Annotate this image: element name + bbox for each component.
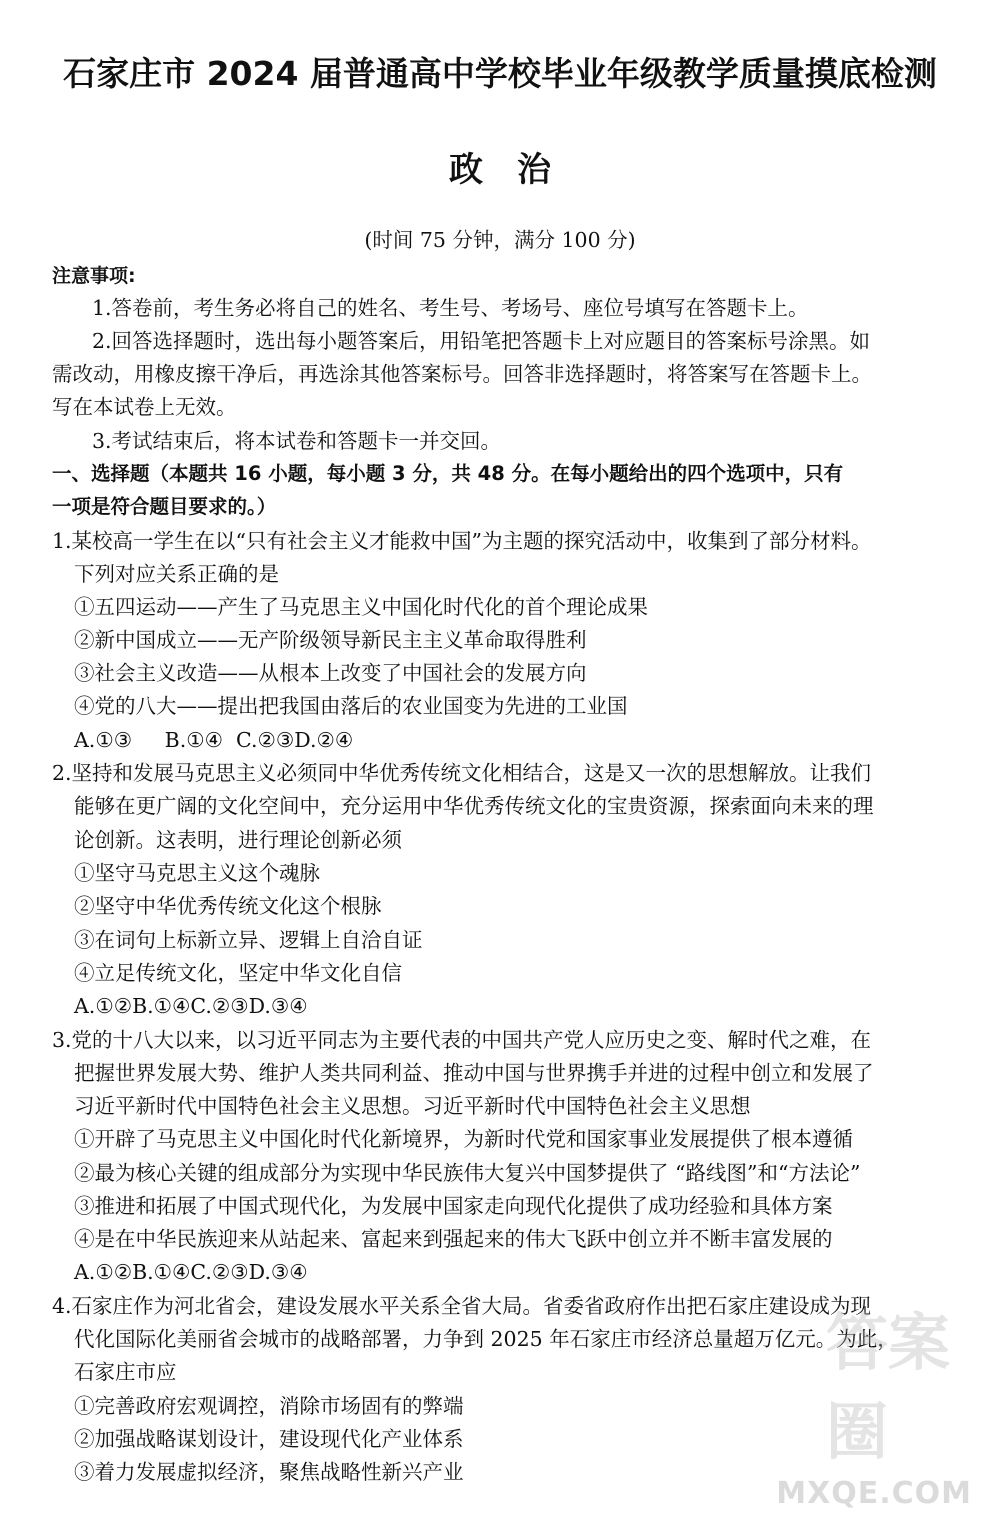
question-2-options: A.①②B.①④C.②③D.③④ bbox=[74, 994, 308, 1018]
question-1-item: ④党的八大——提出把我国由落后的农业国变为先进的工业国 bbox=[74, 694, 628, 718]
question-3-stem: 3.党的十八大以来，以习近平同志为主要代表的中国共产党人应历史之变、解时代之难，在 bbox=[52, 1028, 872, 1052]
watermark-logo-mark: 答案圈 bbox=[826, 1306, 951, 1468]
section-heading: 一项是符合题目要求的。） bbox=[52, 495, 277, 518]
notice-heading: 注意事项: bbox=[52, 265, 136, 287]
notice-line: 2.回答选择题时，选出每小题答案后，用铅笔把答题卡上对应题目的答案标号涂黑。如 bbox=[92, 329, 871, 353]
question-1-item: ①五四运动——产生了马克思主义中国化时代化的首个理论成果 bbox=[74, 595, 648, 619]
question-2-item: ④立足传统文化，坚定中华文化自信 bbox=[74, 961, 402, 985]
question-4-item: ③着力发展虚拟经济，聚焦战略性新兴产业 bbox=[74, 1460, 464, 1484]
question-4-item: ②加强战略谋划设计，建设现代化产业体系 bbox=[74, 1427, 464, 1451]
question-1-stem: 下列对应关系正确的是 bbox=[74, 562, 279, 586]
question-2-stem: 能够在更广阔的文化空间中，充分运用中华优秀传统文化的宝贵资源，探索面向未来的理 bbox=[74, 794, 874, 818]
question-3-options: A.①②B.①④C.②③D.③④ bbox=[74, 1260, 308, 1284]
question-3-item: ④是在中华民族迎来从站起来、富起来到强起来的伟大飞跃中创立并不断丰富发展的 bbox=[74, 1227, 833, 1251]
exam-title: 石家庄市 2024 届普通高中学校毕业年级教学质量摸底检测 bbox=[63, 54, 937, 93]
notice-line: 1.答卷前，考生务必将自己的姓名、考生号、考场号、座位号填写在答题卡上。 bbox=[92, 296, 809, 320]
question-1-item: ③社会主义改造——从根本上改变了中国社会的发展方向 bbox=[74, 661, 587, 685]
notice-line: 3.考试结束后，将本试卷和答题卡一并交回。 bbox=[92, 429, 502, 453]
question-3-item: ③推进和拓展了中国式现代化，为发展中国家走向现代化提供了成功经验和具体方案 bbox=[74, 1194, 833, 1218]
question-2-item: ③在词句上标新立异、逻辑上自洽自证 bbox=[74, 928, 423, 952]
question-2-stem: 论创新。这表明，进行理论创新必须 bbox=[74, 828, 402, 852]
notice-line: 写在本试卷上无效。 bbox=[52, 395, 237, 419]
question-1-stem: 1.某校高一学生在以“只有社会主义才能救中国”为主题的探究活动中，收集到了部分材料。 bbox=[52, 529, 872, 553]
time-info: (时间 75 分钟，满分 100 分) bbox=[364, 228, 636, 252]
section-heading: 一、选择题（本题共 16 小题，每小题 3 分，共 48 分。在每小题给出的四个选项中，只有 bbox=[52, 462, 844, 485]
question-4-stem: 4.石家庄作为河北省会，建设发展水平关系全省大局。省委省政府作出把石家庄建设成为现 bbox=[52, 1294, 872, 1318]
question-4-item: ①完善政府宏观调控，消除市场固有的弊端 bbox=[74, 1394, 464, 1418]
notice-line: 需改动，用橡皮擦干净后，再选涂其他答案标号。回答非选择题时，将答案写在答题卡上。 bbox=[52, 362, 872, 386]
subject-title: 政治 bbox=[449, 150, 585, 190]
watermark-site-text: MXQE.COM bbox=[776, 1476, 972, 1511]
question-2-stem: 2.坚持和发展马克思主义必须同中华优秀传统文化相结合，这是又一次的思想解放。让我们 bbox=[52, 761, 872, 785]
question-2-item: ②坚守中华优秀传统文化这个根脉 bbox=[74, 894, 382, 918]
question-3-item: ①开辟了马克思主义中国化时代化新境界，为新时代党和国家事业发展提供了根本遵循 bbox=[74, 1127, 853, 1151]
question-3-stem: 把握世界发展大势、维护人类共同利益、推动中国与世界携手并进的过程中创立和发展了 bbox=[74, 1061, 874, 1085]
question-4-stem: 代化国际化美丽省会城市的战略部署，力争到 2025 年石家庄市经济总量超万亿元。为此， bbox=[74, 1327, 898, 1351]
question-1-options: A.①③ B.①④ C.②③D.②④ bbox=[74, 728, 354, 752]
question-2-item: ①坚守马克思主义这个魂脉 bbox=[74, 861, 320, 885]
question-3-stem: 习近平新时代中国特色社会主义思想。习近平新时代中国特色社会主义思想 bbox=[74, 1094, 751, 1118]
watermark-logo bbox=[776, 1306, 976, 1511]
question-4-stem: 石家庄市应 bbox=[74, 1360, 177, 1384]
question-1-item: ②新中国成立——无产阶级领导新民主主义革命取得胜利 bbox=[74, 628, 587, 652]
question-3-item: ②最为核心关键的组成部分为实现中华民族伟大复兴中国梦提供了 “路线图”和“方法论” bbox=[74, 1161, 861, 1185]
